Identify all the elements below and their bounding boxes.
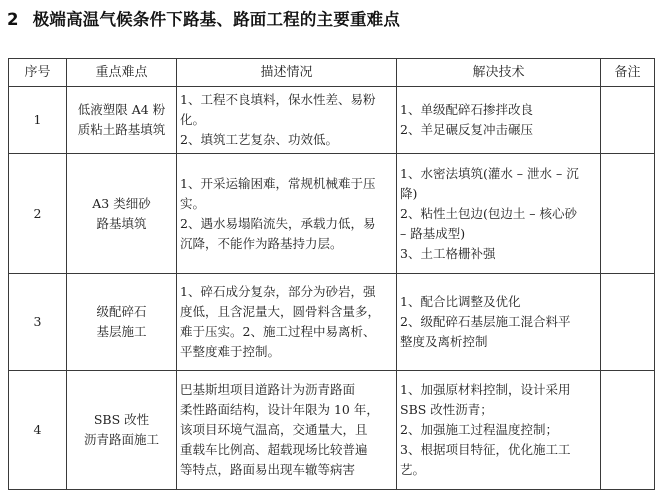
difficulty-line: A3 类细砂 <box>92 195 151 211</box>
description-line: 巴基斯坦项目道路计为沥青路面 <box>180 382 356 397</box>
table-header-row <box>9 59 655 87</box>
cell-solution <box>397 154 601 274</box>
table-row <box>9 371 655 490</box>
cell-description <box>177 274 397 371</box>
cell-remark <box>601 371 655 490</box>
description-line: 柔性路面结构，设计年限为 10 年， <box>180 402 379 417</box>
solution-line: SBS 改性沥青； <box>400 402 493 417</box>
cell-remark <box>601 154 655 274</box>
table-row <box>9 274 655 371</box>
cell-solution <box>397 87 601 154</box>
solution-line: 整度及离析控制 <box>400 334 488 349</box>
difficulties-table <box>8 58 655 490</box>
cell-difficulty <box>67 87 177 154</box>
cell-index: 4 <box>9 371 67 490</box>
difficulty-line: 路基填筑 <box>96 215 147 231</box>
solution-line: 2、羊足碾反复冲击碾压 <box>400 122 533 137</box>
solution-line: 降) <box>400 185 418 201</box>
cell-index: 1 <box>9 87 67 154</box>
cell-difficulty <box>67 154 177 274</box>
description-line: 1、工程不良填料，保水性差、易粉 <box>180 92 376 107</box>
difficulty-line: 沥青路面施工 <box>83 432 159 447</box>
section-title: 极端高温气候条件下路基、路面工程的主要重难点 <box>32 10 401 29</box>
cell-solution <box>397 274 601 371</box>
cell-description <box>177 87 397 154</box>
section-number: 2 <box>7 10 19 29</box>
description-line: 平整度难于控制。 <box>180 344 281 359</box>
header-description: 描述情况 <box>177 59 397 87</box>
cell-solution <box>397 371 601 490</box>
cell-remark <box>601 274 655 371</box>
cell-index: 3 <box>9 274 67 371</box>
header-remark: 备注 <box>601 59 655 87</box>
header-index: 序号 <box>9 59 67 87</box>
description-line: 沉降，不能作为路基持力层。 <box>180 235 343 251</box>
table-row <box>9 154 655 274</box>
solution-line: 艺。 <box>400 462 426 477</box>
solution-line: 3、土工格栅补强 <box>400 245 496 261</box>
description-line: 难于压实。2、施工过程中易离析、 <box>180 324 376 339</box>
cell-description <box>177 371 397 490</box>
description-line: 1、碎石成分复杂，部分为砂岩，强 <box>180 284 376 299</box>
cell-description <box>177 154 397 274</box>
difficulty-line: SBS 改性 <box>93 412 150 427</box>
solution-line: – 路基成型) <box>400 225 466 241</box>
description-line: 2、填筑工艺复杂、功效低。 <box>180 132 338 147</box>
solution-line: 1、水密法填筑(灌水 – 泄水 – 沉 <box>400 165 579 181</box>
difficulty-line: 基层施工 <box>96 324 147 339</box>
cell-index: 2 <box>9 154 67 274</box>
solution-line: 2、加强施工过程温度控制； <box>400 422 558 437</box>
description-line: 2、遇水易塌陷流失，承载力低，易 <box>180 215 376 231</box>
solution-line: 1、单级配碎石掺拌改良 <box>400 102 533 117</box>
difficulty-line: 级配碎石 <box>96 304 147 319</box>
difficulty-line: 质粘土路基填筑 <box>77 122 166 137</box>
solution-line: 1、配合比调整及优化 <box>400 294 521 309</box>
section-heading <box>7 6 400 30</box>
solution-line: 2、粘性土包边(包边土 – 核心砂 <box>400 205 578 221</box>
cell-remark <box>601 87 655 154</box>
solution-line: 3、根据项目特征，优化施工工 <box>400 442 571 457</box>
description-line: 化。 <box>180 112 206 127</box>
description-line: 1、开采运输困难，常规机械难于压 <box>180 175 376 191</box>
description-line: 等特点，路面易出现车辙等病害 <box>180 462 356 477</box>
solution-line: 1、加强原材料控制，设计采用 <box>400 382 571 397</box>
difficulty-line: 低液塑限 A4 粉 <box>77 102 166 117</box>
description-line: 实。 <box>180 195 206 211</box>
description-line: 重载车比例高、超载现场比较普遍 <box>180 442 368 457</box>
header-solution: 解决技术 <box>397 59 601 87</box>
cell-difficulty <box>67 274 177 371</box>
cell-difficulty <box>67 371 177 490</box>
header-difficulty: 重点难点 <box>67 59 177 87</box>
description-line: 度低，且含泥量大，圆骨料含量多， <box>180 304 381 319</box>
table-row <box>9 87 655 154</box>
solution-line: 2、级配碎石基层施工混合料平 <box>400 314 571 329</box>
description-line: 该项目环境气温高，交通量大，且 <box>180 422 368 437</box>
